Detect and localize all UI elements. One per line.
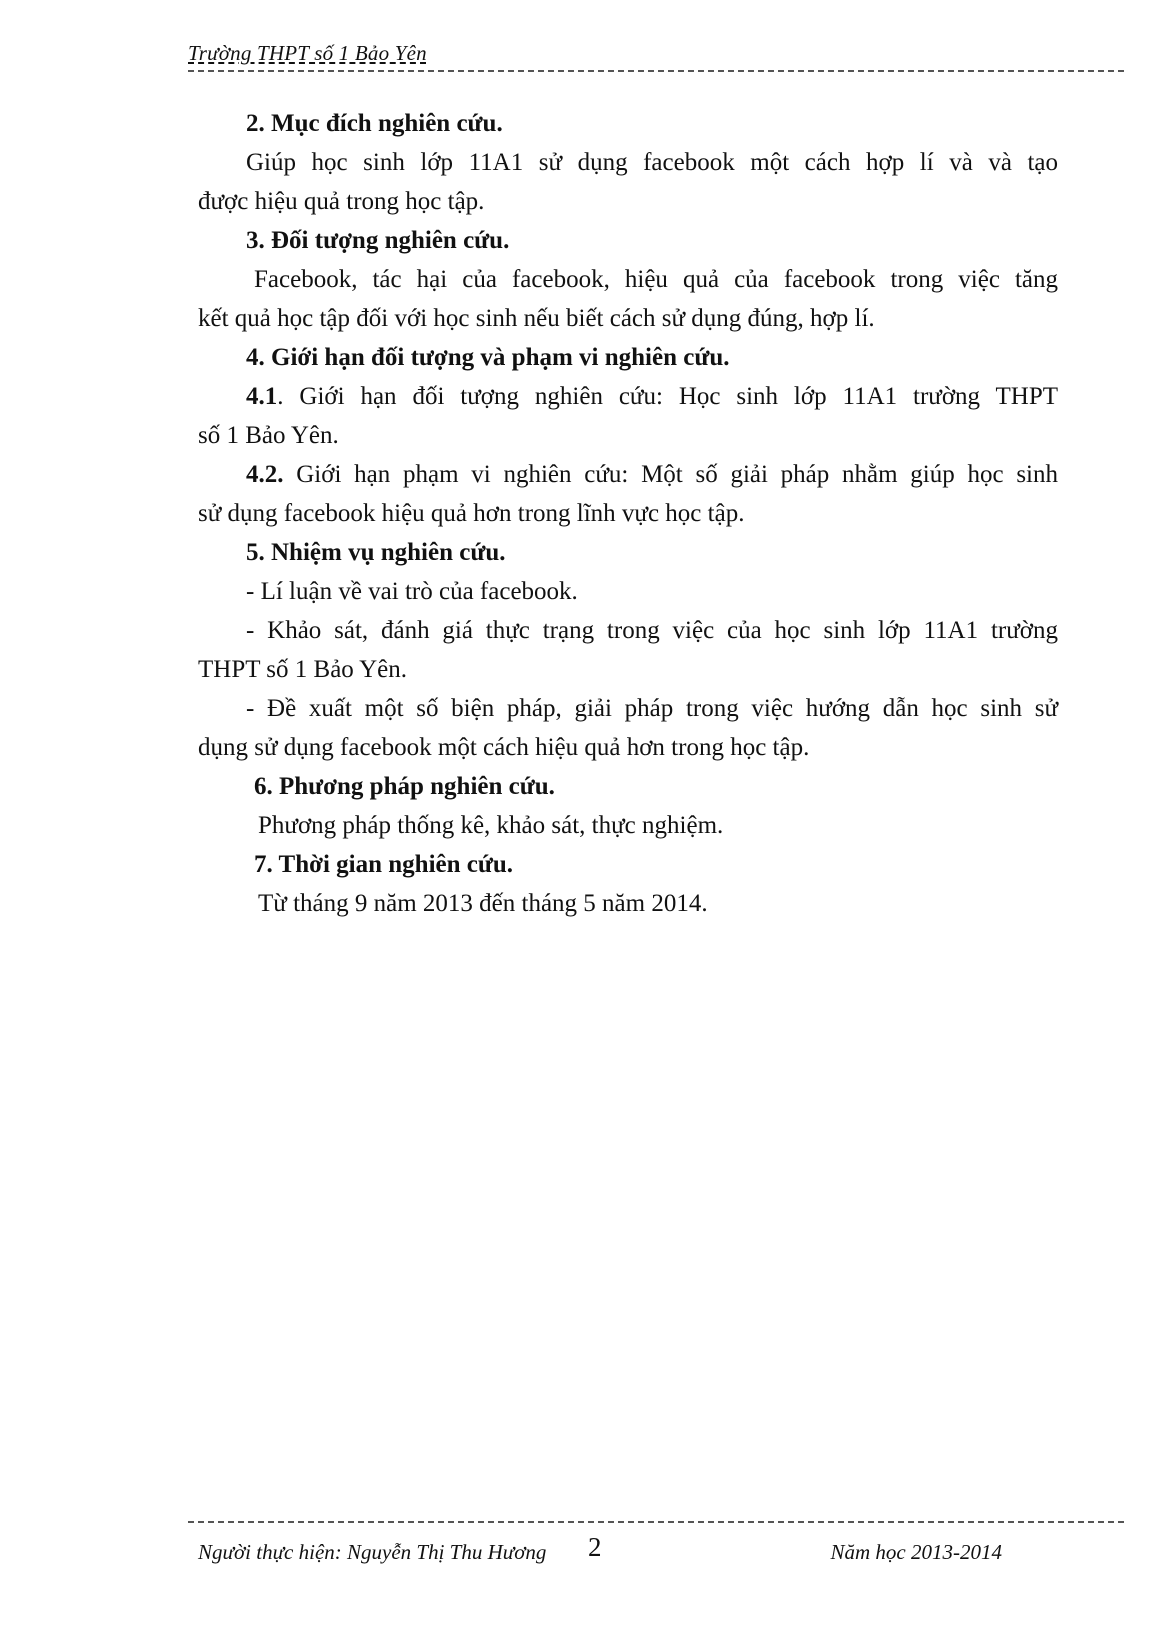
- section-4-1-text-line-2: số 1 Bảo Yên.: [198, 422, 339, 449]
- section-2-heading: 2. Mục đích nghiên cứu.: [246, 110, 503, 137]
- section-5-item-3-line-2: dụng sử dụng facebook một cách hiệu quả hơn trong học tập.: [198, 734, 810, 761]
- page-number: 2: [588, 1532, 602, 1562]
- footer-author: Người thực hiện: Nguyễn Thị Thu Hương: [198, 1540, 547, 1564]
- section-3-text-line-2: kết quả học tập đối với học sinh nếu biết cách sử dụng đúng, hợp lí.: [198, 305, 875, 332]
- section-5-item-3-line-1: - Đề xuất một số biện pháp, giải pháp trong việc hướng dẫn học sinh sử: [246, 695, 1058, 722]
- section-5-heading: 5. Nhiệm vụ nghiên cứu.: [246, 539, 506, 566]
- section-4-heading: 4. Giới hạn đối tượng và phạm vi nghiên cứu.: [246, 344, 730, 371]
- section-6-text: Phương pháp thống kê, khảo sát, thực nghiệm.: [258, 812, 724, 839]
- footer-school-year: Năm học 2013-2014: [830, 1540, 1002, 1564]
- section-5-item-2-line-2: THPT số 1 Bảo Yên.: [198, 656, 408, 683]
- section-4-1-text-line-1: [198, 377, 1058, 416]
- footer-divider: [188, 1521, 1124, 1523]
- section-2-text-line-2: được hiệu quả trong học tập.: [198, 188, 485, 215]
- section-4-2-text-line-2: sử dụng facebook hiệu quả hơn trong lĩnh vực học tập.: [198, 500, 745, 527]
- document-body: [198, 104, 1058, 923]
- section-4-1-number: 4.1. Giới hạn đối tượng nghiên cứu: Học sinh lớp 11A1 trường THPT: [246, 383, 1058, 410]
- section-3-heading: 3. Đối tượng nghiên cứu.: [246, 227, 510, 254]
- section-5-item-2-line-1: - Khảo sát, đánh giá thực trạng trong việc của học sinh lớp 11A1 trường: [246, 617, 1058, 644]
- section-7-text: Từ tháng 9 năm 2013 đến tháng 5 năm 2014.: [258, 890, 708, 917]
- section-2-text-line-1: Giúp học sinh lớp 11A1 sử dụng facebook một cách hợp lí và và tạo: [246, 149, 1058, 176]
- section-3-text-line-1: Facebook, tác hại của facebook, hiệu quả của facebook trong việc tăng: [254, 266, 1058, 293]
- page-header: [188, 38, 1124, 72]
- section-4-2-text-line-1: [198, 455, 1058, 494]
- section-5-item-1: - Lí luận về vai trò của facebook.: [246, 578, 578, 605]
- header-school-name: Trường THPT số 1 Bảo Yên: [188, 41, 427, 65]
- section-6-heading: 6. Phương pháp nghiên cứu.: [254, 773, 555, 800]
- section-4-2-number: 4.2. Giới hạn phạm vi nghiên cứu: Một số giải pháp nhằm giúp học sinh: [246, 461, 1058, 488]
- page-footer: [198, 1532, 1058, 1572]
- section-7-heading: 7. Thời gian nghiên cứu.: [254, 851, 514, 878]
